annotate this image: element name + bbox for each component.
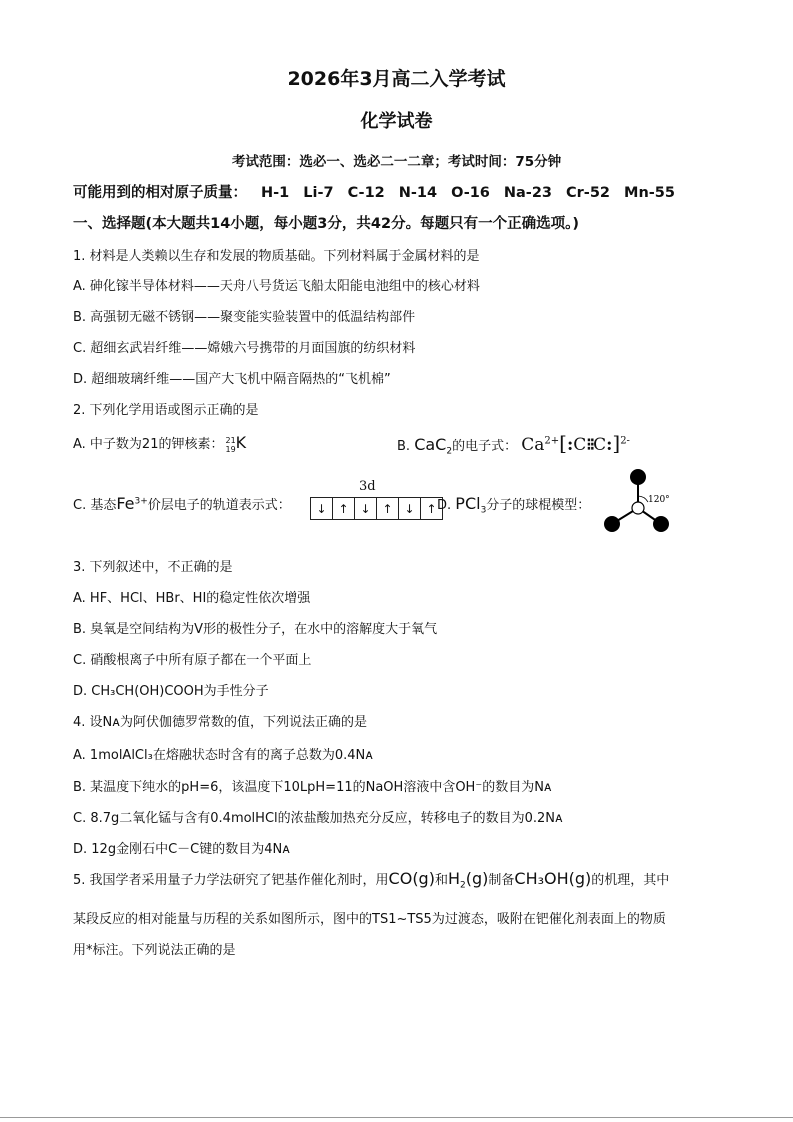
anion-charge: 2-	[620, 435, 630, 447]
atomic-mass-item: H-1	[261, 185, 290, 201]
q2-c-prefix: C. 基态	[73, 498, 117, 513]
q4-option-d: D. 12g金刚石中C－C键的数目为4Nᴀ	[73, 842, 290, 857]
q1-option-c: C. 超细玄武岩纤维——嫦娥六号携带的月面国旗的纺织材料	[73, 341, 416, 356]
ch3oh-formula: CH₃OH(g)	[514, 869, 592, 888]
co-formula: CO(g)	[388, 869, 435, 888]
exam-subtitle: 化学试卷	[360, 111, 433, 132]
q2-b-prefix: B.	[397, 439, 411, 454]
q5-text: 的机理，其中	[591, 873, 670, 888]
section-heading: 一、选择题(本大题共14小题，每小题3分，共42分。每题只有一个正确选项。)	[73, 216, 579, 232]
q2-option-d	[437, 494, 590, 516]
bond-angle-label: 120°	[648, 495, 670, 505]
q4-option-a: A. 1molAlCl₃在熔融状态时含有的离子总数为0.4Nᴀ	[73, 748, 373, 763]
orbital-box: ↑	[420, 497, 443, 520]
atomic-mass-item: Na-23	[503, 185, 553, 201]
orbital-diagram	[311, 497, 443, 520]
h2-state: (g)	[465, 869, 489, 888]
q2-option-c	[73, 494, 291, 513]
exam-title: 2026年3月高二入学考试	[287, 68, 506, 90]
q5-line-1	[73, 869, 669, 891]
q2-c-ion-charge: 3+	[134, 496, 148, 507]
orbital-label: 3d	[359, 479, 376, 494]
q2-a-symbol: K	[235, 433, 247, 452]
angle-arc	[638, 496, 648, 502]
orbital-box: ↑	[332, 497, 355, 520]
q2-b-suffix: 的电子式：	[452, 439, 518, 454]
orbital-box: ↓	[354, 497, 377, 520]
q2-option-a	[73, 433, 246, 454]
q5-text: 制备	[488, 873, 515, 888]
page-bottom-rule	[0, 1117, 793, 1118]
q2-c-suffix: 价层电子的轨道表示式：	[147, 498, 291, 513]
q3-option-c: C. 硝酸根离子中所有原子都在一个平面上	[73, 653, 312, 668]
orbital-box: ↑	[376, 497, 399, 520]
q2-d-formula-sub: 3	[480, 505, 487, 516]
ca-charge: 2+	[544, 435, 560, 447]
q4-option-b: B. 某温度下纯水的pH=6，该温度下10LpH=11的NaOH溶液中含OH⁻的数目为Nᴀ	[73, 780, 552, 795]
q5-line-2: 某段反应的相对能量与历程的关系如图所示，图中的TS1~TS5为过渡态，吸附在钯催化剂表面上的物质	[73, 912, 666, 927]
atomic-mass-item: Cr-52	[566, 185, 611, 201]
q1-option-b: B. 高强韧无磁不锈钢——聚变能实验装置中的低温结构部件	[73, 310, 416, 325]
q2-option-b	[397, 431, 630, 457]
q1-stem: 1. 材料是人类赖以生存和发展的物质基础。下列材料属于金属材料的是	[73, 249, 480, 264]
q3-option-a: A. HF、HCl、HBr、HI的稳定性依次增强	[73, 591, 311, 606]
atomic-masses-label: 可能用到的相对原子质量：	[73, 185, 247, 201]
p-atom	[632, 502, 644, 514]
q2-c-ion: Fe	[116, 494, 135, 513]
atomic-mass-item: Li-7	[303, 185, 334, 201]
atomic-mass-item: Mn-55	[624, 185, 675, 201]
atomic-masses	[73, 181, 675, 202]
ca-symbol: Ca	[521, 435, 545, 455]
cl-atom	[630, 469, 646, 485]
atomic-mass-item: C-12	[347, 185, 385, 201]
q2-d-prefix: D.	[437, 498, 452, 513]
q5-text: 和	[434, 873, 448, 888]
q5-line-3: 用*标注。下列说法正确的是	[73, 943, 236, 958]
exam-scope: 考试范围：选必一、选必二一二章；考试时间：75分钟	[231, 154, 562, 170]
atomic-mass-item: O-16	[451, 185, 490, 201]
q1-option-d: D. 超细玻璃纤维——国产大飞机中隔音隔热的“飞机棉”	[73, 372, 391, 387]
atomic-mass-item: N-14	[398, 185, 438, 201]
electron-formula: $Ca^{2+}[:C⁝⁝C:]^{2-}$	[521, 431, 630, 455]
pcl3-ball-stick-model	[598, 466, 678, 536]
q5-text: 5. 我国学者采用量子力学法研究了钯基作催化剂时，用	[73, 873, 389, 888]
q3-stem: 3. 下列叙述中，不正确的是	[73, 560, 233, 575]
q3-option-d: D. CH₃CH(OH)COOH为手性分子	[73, 684, 269, 699]
q2-b-formula: CaC	[414, 435, 447, 454]
q1-option-a: A. 砷化镓半导体材料——天舟八号货运飞船太阳能电池组中的核心材料	[73, 279, 480, 294]
q2-b-formula-sub: 2	[446, 446, 453, 457]
q2-a-atomic-number: 19	[225, 444, 236, 454]
cl-atom	[653, 516, 669, 532]
q2-a-prefix: A. 中子数为21的钾核素：	[73, 437, 224, 452]
cl-atom	[604, 516, 620, 532]
q4-stem: 4. 设Nᴀ为阿伏伽德罗常数的值，下列说法正确的是	[73, 715, 367, 730]
q2-a-mass-number: 21	[225, 435, 236, 445]
orbital-box: ↓	[310, 497, 333, 520]
q2-d-formula: PCl	[455, 494, 481, 513]
h2-formula: H	[447, 869, 460, 888]
h2-sub: 2	[460, 880, 466, 891]
q4-option-c: C. 8.7g二氧化锰与含有0.4molHCl的浓盐酸加热充分反应，转移电子的数目为0.2Nᴀ	[73, 811, 563, 826]
q3-option-b: B. 臭氧是空间结构为V形的极性分子，在水中的溶解度大于氧气	[73, 622, 438, 637]
q2-d-suffix: 分子的球棍模型：	[486, 498, 591, 513]
orbital-box: ↓	[398, 497, 421, 520]
q2-stem: 2. 下列化学用语或图示正确的是	[73, 403, 259, 418]
